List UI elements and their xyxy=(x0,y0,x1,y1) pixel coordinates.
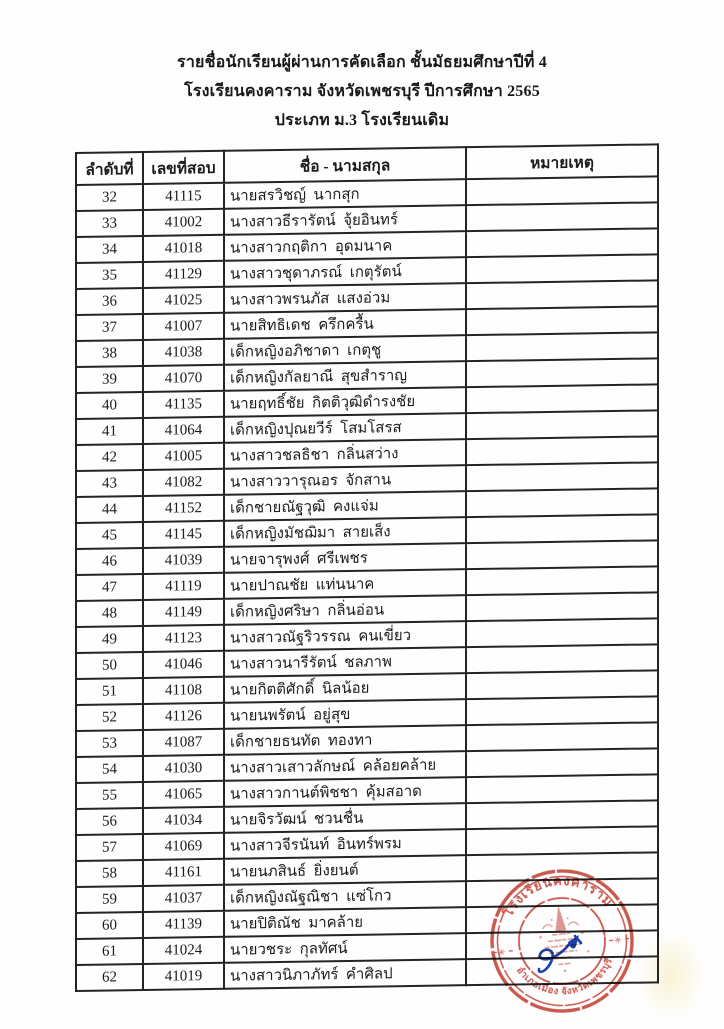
exam-number-cell: 41037 xyxy=(143,885,224,912)
exam-number-cell: 41064 xyxy=(143,417,224,444)
remark-cell xyxy=(466,826,658,855)
exam-number-cell: 41065 xyxy=(143,781,224,808)
student-name-cell: นายฤทธิ์ชัย กิตติวุฒิดำรงชัย xyxy=(224,387,466,417)
order-number-cell: 35 xyxy=(76,262,143,289)
remark-cell xyxy=(466,436,658,465)
remark-cell xyxy=(466,800,658,829)
exam-number-cell: 41018 xyxy=(143,235,224,262)
remark-cell xyxy=(466,410,658,439)
exam-number-cell: 41038 xyxy=(143,339,224,366)
student-name-cell: นายนภสินธ์ ยิ่งยนต์ xyxy=(224,855,466,885)
order-number-cell: 54 xyxy=(76,756,143,783)
header-order-number: ลำดับที่ xyxy=(76,152,143,185)
student-name-cell: นายปาณชัย แท่นนาค xyxy=(224,569,466,599)
student-name-cell: นายกิตติศักดิ์ นิลน้อย xyxy=(224,673,466,703)
title-line-2: โรงเรียนคงคาราม จังหวัดเพชรบุรี ปีการศึกษา 2565 xyxy=(184,83,540,100)
remark-cell xyxy=(466,748,658,777)
student-name-cell: นางสาวนิภาภัทร์ คำศิลป xyxy=(224,959,466,989)
order-number-cell: 33 xyxy=(76,210,143,237)
title-line-1: รายชื่อนักเรียนผู้ผ่านการคัดเลือก ชั้นมัธยมศึกษาปีที่ 4 xyxy=(177,54,547,71)
student-name-cell: นายจารุพงศ์ ศรีเพชร xyxy=(224,543,466,573)
exam-number-cell: 41005 xyxy=(143,443,224,470)
exam-number-cell: 41108 xyxy=(143,677,224,704)
order-number-cell: 52 xyxy=(76,704,143,731)
exam-number-cell: 41152 xyxy=(143,495,224,522)
student-name-cell: นายสรวิชญ์ นากสุก xyxy=(224,179,466,209)
exam-number-cell: 41025 xyxy=(143,287,224,314)
exam-number-cell: 41082 xyxy=(143,469,224,496)
order-number-cell: 55 xyxy=(76,782,143,809)
svg-text:โรงเรียนคงคาราม xyxy=(496,867,618,921)
remark-cell xyxy=(466,670,658,699)
order-number-cell: 53 xyxy=(76,730,143,757)
exam-number-cell: 41119 xyxy=(143,573,224,600)
header-remark: หมายเหตุ xyxy=(466,144,658,179)
exam-number-cell: 41034 xyxy=(143,807,224,834)
student-name-cell: นางสาวเสาวลักษณ์ คล้อยคล้าย xyxy=(224,751,466,781)
remark-cell xyxy=(466,618,658,647)
exam-number-cell: 41069 xyxy=(143,833,224,860)
svg-text:✳: ✳ xyxy=(497,947,506,958)
student-name-cell: นายสิทธิเดช ครึกครื้น xyxy=(224,309,466,339)
remark-cell xyxy=(466,722,658,751)
order-number-cell: 62 xyxy=(76,964,143,991)
student-name-cell: นางสาวชลธิชา กลิ่นสว่าง xyxy=(224,439,466,469)
exam-number-cell: 41149 xyxy=(143,599,224,626)
student-name-cell: นายปิติณัช มาคล้าย xyxy=(224,907,466,937)
remark-cell xyxy=(466,280,658,309)
remark-cell xyxy=(466,462,658,491)
student-name-cell: นายนพรัตน์ อยู่สุข xyxy=(224,699,466,729)
order-number-cell: 51 xyxy=(76,678,143,705)
stamp-district-arc: อำเภอเมือง จังหวัดเพชรบุรี xyxy=(514,956,616,998)
exam-number-cell: 41019 xyxy=(143,963,224,990)
title-line-3: ประเภท ม.3 โรงเรียนเดิม xyxy=(274,112,450,129)
order-number-cell: 38 xyxy=(76,340,143,367)
student-name-cell: นางสาวชุดาภรณ์ เกตุรัตน์ xyxy=(224,257,466,287)
exam-number-cell: 41024 xyxy=(143,937,224,964)
order-number-cell: 37 xyxy=(76,314,143,341)
exam-number-cell: 41070 xyxy=(143,365,224,392)
order-number-cell: 41 xyxy=(76,418,143,445)
order-number-cell: 47 xyxy=(76,574,143,601)
signature-ink xyxy=(526,928,606,998)
stamp-school-name-arc: โรงเรียนคงคาราม xyxy=(500,872,617,920)
order-number-cell: 49 xyxy=(76,626,143,653)
order-number-cell: 39 xyxy=(76,366,143,393)
student-name-cell: นางสาววารุณอร จักสาน xyxy=(224,465,466,495)
exam-number-cell: 41039 xyxy=(143,547,224,574)
student-name-cell: นางสาวธีรารัตน์ จุ้ยอินทร์ xyxy=(224,205,466,235)
order-number-cell: 61 xyxy=(76,938,143,965)
remark-cell xyxy=(466,696,658,725)
order-number-cell: 40 xyxy=(76,392,143,419)
order-number-cell: 59 xyxy=(76,886,143,913)
remark-cell xyxy=(466,228,658,257)
exam-number-cell: 41139 xyxy=(143,911,224,938)
student-name-cell: นางสาวณัฐริวรรณ คนเขี่ยว xyxy=(224,621,466,651)
student-name-cell: นางสาวจีรนันท์ อินทร์พรม xyxy=(224,829,466,859)
student-name-cell: นายวชระ กุลทัศน์ xyxy=(224,933,466,963)
remark-cell xyxy=(466,306,658,335)
student-name-cell: เด็กหญิงณัฐณิชา แซ่โกว xyxy=(224,881,466,911)
document-title xyxy=(0,48,724,135)
exam-number-cell: 41087 xyxy=(143,729,224,756)
header-exam-number: เลขที่สอบ xyxy=(143,151,224,184)
order-number-cell: 34 xyxy=(76,236,143,263)
exam-number-cell: 41002 xyxy=(143,209,224,236)
remark-cell xyxy=(466,592,658,621)
order-number-cell: 60 xyxy=(76,912,143,939)
exam-number-cell: 41145 xyxy=(143,521,224,548)
student-name-cell: นางสาวนารีรัตน์ ชลภาพ xyxy=(224,647,466,677)
order-number-cell: 48 xyxy=(76,600,143,627)
order-number-cell: 58 xyxy=(76,860,143,887)
exam-number-cell: 41126 xyxy=(143,703,224,730)
remark-cell xyxy=(466,358,658,387)
remark-cell xyxy=(466,514,658,543)
exam-number-cell: 41161 xyxy=(143,859,224,886)
remark-cell xyxy=(466,644,658,673)
student-name-cell: เด็กหญิงศริษา กลิ่นอ่อน xyxy=(224,595,466,625)
remark-cell xyxy=(466,332,658,361)
remark-cell xyxy=(466,202,658,231)
order-number-cell: 43 xyxy=(76,470,143,497)
header-student-name: ชื่อ - นามสกุล xyxy=(224,147,466,183)
exam-number-cell: 41129 xyxy=(143,261,224,288)
remark-cell xyxy=(466,176,658,205)
remark-cell xyxy=(466,488,658,517)
svg-text:✳: ✳ xyxy=(613,934,623,946)
student-name-cell: เด็กหญิงปุณยวีร์ โสมโสรส xyxy=(224,413,466,443)
student-name-cell: นางสาวกฤติกา อุดมนาค xyxy=(224,231,466,261)
order-number-cell: 46 xyxy=(76,548,143,575)
exam-number-cell: 41135 xyxy=(143,391,224,418)
remark-cell xyxy=(466,384,658,413)
exam-number-cell: 41115 xyxy=(143,183,224,210)
student-name-cell: เด็กชายธนทัต ทองทา xyxy=(224,725,466,755)
order-number-cell: 36 xyxy=(76,288,143,315)
order-number-cell: 44 xyxy=(76,496,143,523)
remark-cell xyxy=(466,774,658,803)
student-name-cell: นางสาวกานต์พิชชา คุ้มสอาด xyxy=(224,777,466,807)
signature-loop-stroke xyxy=(539,943,570,972)
exam-number-cell: 41030 xyxy=(143,755,224,782)
student-name-cell: นายจิรวัฒน์ ชวนชื่น xyxy=(224,803,466,833)
remark-cell xyxy=(466,540,658,569)
remark-cell xyxy=(466,254,658,283)
student-name-cell: เด็กหญิงอภิชาดา เกตุชู xyxy=(224,335,466,365)
order-number-cell: 57 xyxy=(76,834,143,861)
exam-number-cell: 41007 xyxy=(143,313,224,340)
order-number-cell: 45 xyxy=(76,522,143,549)
remark-cell xyxy=(466,566,658,595)
order-number-cell: 56 xyxy=(76,808,143,835)
order-number-cell: 42 xyxy=(76,444,143,471)
order-number-cell: 50 xyxy=(76,652,143,679)
student-name-cell: เด็กหญิงมัชฌิมา สายเส็ง xyxy=(224,517,466,547)
student-name-cell: เด็กหญิงกัลยาณี สุขสำราญ xyxy=(224,361,466,391)
order-number-cell: 32 xyxy=(76,184,143,211)
exam-number-cell: 41123 xyxy=(143,625,224,652)
student-name-cell: นางสาวพรนภัส แสงอ่วม xyxy=(224,283,466,313)
student-name-cell: เด็กชายณัฐวุฒิ คงแจ่ม xyxy=(224,491,466,521)
exam-number-cell: 41046 xyxy=(143,651,224,678)
